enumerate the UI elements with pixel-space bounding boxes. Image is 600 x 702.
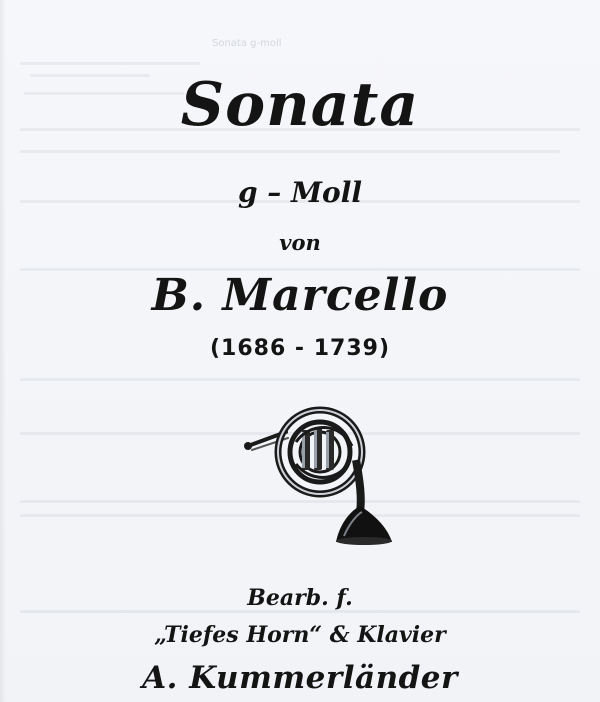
by-label: von: [279, 230, 321, 255]
key-signature: g – Moll: [237, 176, 363, 209]
composer-name: B. Marcello: [151, 270, 449, 321]
show-through-text: Sonata g-moll: [212, 38, 282, 49]
arranger-name: A. Kummerländer: [142, 660, 458, 696]
french-horn-icon: [240, 402, 400, 546]
show-through-line: [20, 62, 200, 65]
show-through-line: [20, 378, 580, 381]
composer-dates: (1686 - 1739): [209, 336, 391, 361]
arrangement-line-2: „Tiefes Horn“ & Klavier: [154, 622, 446, 648]
page-title: Sonata: [180, 70, 420, 140]
arrangement-line-1: Bearb. f.: [247, 585, 353, 611]
show-through-line: [20, 150, 560, 153]
